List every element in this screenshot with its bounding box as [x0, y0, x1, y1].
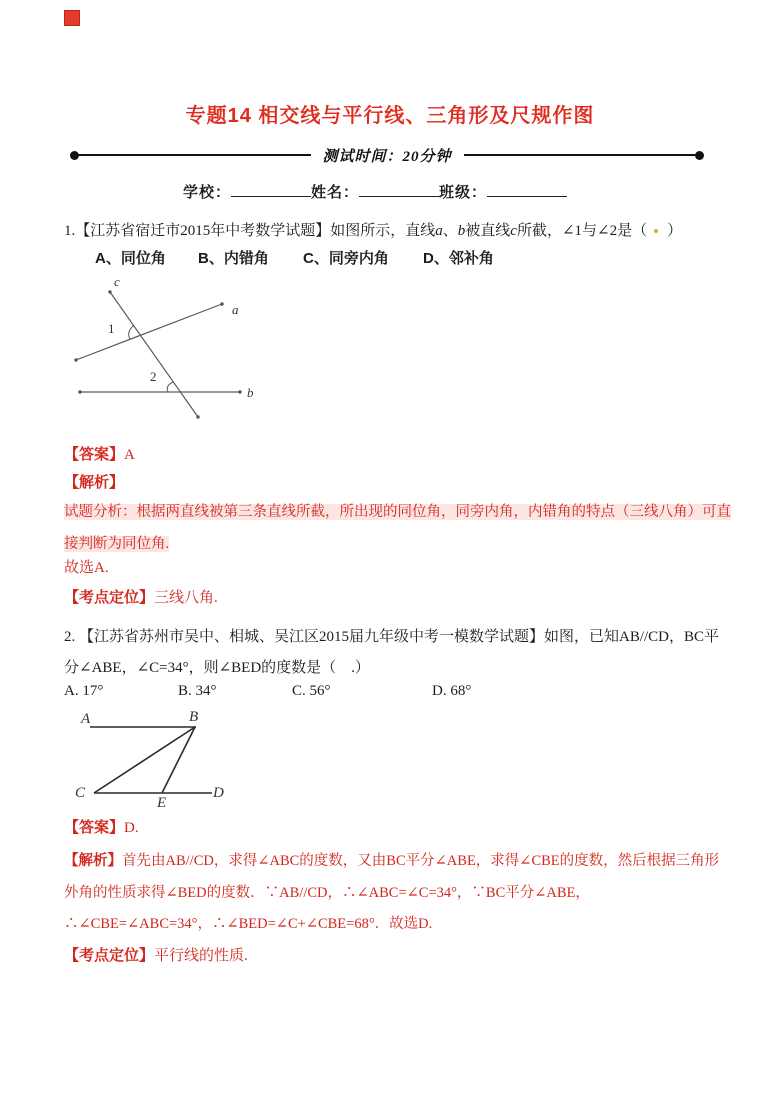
divider-dot-right: [695, 151, 704, 160]
q1-analysis-header: [64, 471, 124, 492]
fig2-label-E: E: [157, 795, 167, 811]
stray-orange-dot: [654, 229, 658, 233]
q1-conclusion: [64, 556, 109, 577]
q1-answer-line: [64, 443, 135, 464]
question2-stem: [64, 622, 728, 684]
fig2-label-D: D: [213, 785, 224, 801]
question1-stem: 1.【江苏省宿迁市2015年中考数学试题】如图所示，直线a、b被直线c所截，∠1与∠2是（ ）: [64, 223, 683, 239]
q1-var-c: c: [510, 223, 517, 239]
q2-option-c: C. 56°: [292, 683, 331, 699]
q1-analysis-label: 【解析】: [64, 474, 125, 491]
q2-answer-label: 【答案】: [64, 819, 125, 836]
fig2-label-B: B: [189, 709, 199, 725]
fig1-label-angle1: 1: [108, 321, 115, 336]
q1-analysis-paragraph: [64, 496, 732, 560]
class-blank: [487, 182, 567, 197]
divider-dot-left: [70, 151, 79, 160]
q2-keypoint-text: 平行线的性质.: [154, 948, 248, 964]
q1-answer-label: 【答案】: [64, 446, 125, 463]
q2-keypoint-line: [64, 944, 248, 965]
q1-var-a: a: [435, 223, 443, 239]
test-time-label: 测试时间：20分钟: [322, 148, 452, 165]
q1-keypoint-label: 【考点定位】: [64, 589, 155, 606]
figure1-transversal-diagram: [66, 276, 266, 426]
q2-text: 2. 【江苏省苏州市吴中、相城、吴江区2015届九年级中考一模数学试题】如图，已知AB//CD，BC平分∠ABE，∠C=34°，则∠BED的度数是（ .）: [64, 629, 720, 676]
fig2-label-C: C: [75, 785, 86, 801]
test-time-divider: [70, 147, 704, 163]
question1-options: [64, 247, 728, 267]
q1-text: 1.【江苏省宿迁市2015年中考数学试题】如图所示，直线: [64, 223, 436, 239]
q2-option-d: D. 68°: [432, 683, 472, 699]
fig1-label-angle2: 2: [150, 369, 157, 384]
fig1-label-a: a: [232, 302, 239, 317]
divider-rule-left: [79, 154, 311, 156]
q1-option-b: B、内错角: [198, 250, 269, 267]
q1-answer-value: A: [124, 447, 135, 463]
student-info-line: [183, 181, 567, 202]
fig1-label-b: b: [247, 385, 254, 400]
red-placeholder-icon: [64, 10, 80, 26]
q2-option-b: B. 34°: [178, 683, 217, 699]
q1-option-a: A、同位角: [95, 250, 166, 267]
class-label: 班级：: [439, 184, 488, 201]
q1-analysis-text: 试题分析：根据两直线被第三条直线所截，所出现的同位角，同旁内角，内错角的特点（三线八角）可直接判断为同位角.: [64, 504, 731, 552]
school-blank: [231, 182, 311, 197]
q1-conclusion-text: 故选A.: [64, 560, 109, 576]
q1-option-d: D、邻补角: [423, 250, 494, 267]
question2-options: [64, 683, 728, 703]
q1-option-c: C、同旁内角: [303, 250, 389, 267]
fig1-label-c: c: [114, 274, 120, 289]
q2-answer-line: [64, 816, 139, 837]
q1-var-b: b: [457, 223, 466, 239]
q2-keypoint-label: 【考点定位】: [64, 947, 155, 964]
q1-keypoint-line: [64, 586, 218, 607]
q2-answer-value: D.: [124, 820, 139, 836]
name-label: 姓名：: [311, 184, 360, 201]
name-blank: [359, 182, 439, 197]
q2-analysis-label: 【解析】: [64, 853, 122, 869]
figure2-parallel-lines-diagram: [73, 703, 233, 813]
fig2-label-A: A: [81, 711, 91, 727]
q1-keypoint-text: 三线八角.: [154, 590, 218, 606]
school-label: 学校：: [183, 184, 232, 201]
page-title: 专题14 相交线与平行线、三角形及尺规作图: [185, 105, 595, 127]
q2-analysis-text: 首先由AB//CD，求得∠ABC的度数，又由BC平分∠ABE，求得∠CBE的度数，然后根据三角形外角的性质求得∠BED的度数．∵AB//CD，∴∠ABC=∠C=34°，∵BC平分∠ABE，∴∠CBE=∠ABC=34°，∴∠BED=∠C+∠CBE=68°．故选D.: [64, 853, 720, 932]
q2-analysis-paragraph: [64, 846, 732, 941]
divider-rule-right: [464, 154, 696, 156]
q2-option-a: A. 17°: [64, 683, 104, 699]
